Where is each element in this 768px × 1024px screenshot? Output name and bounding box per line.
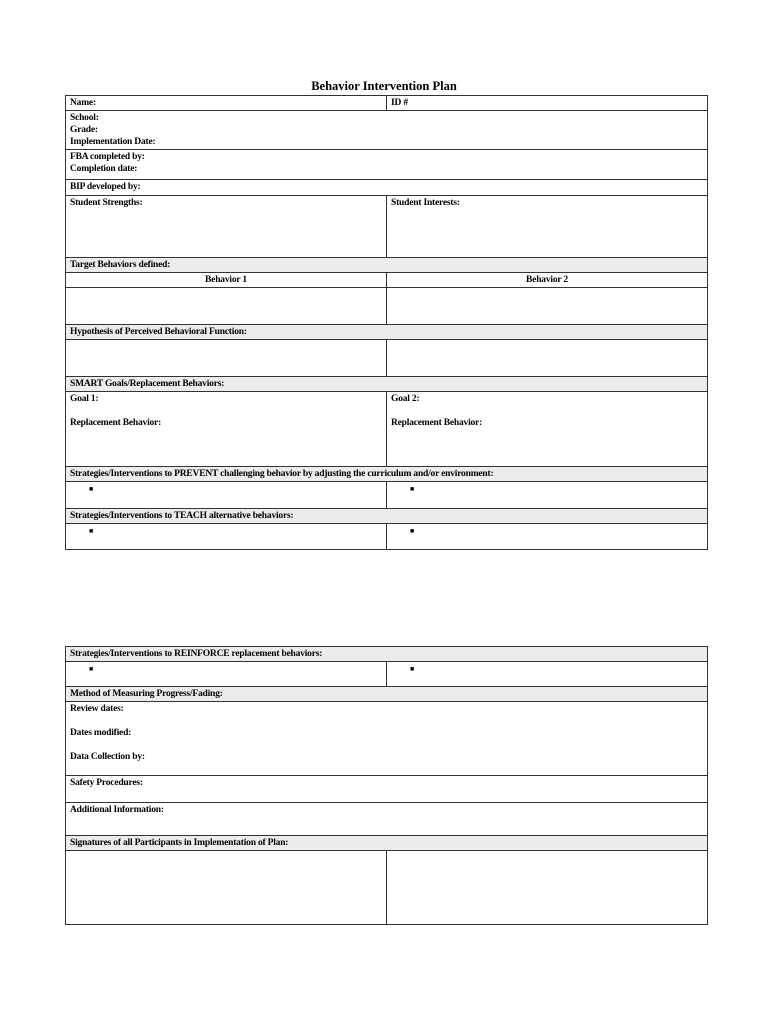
implementation-date-label: Implementation Date: [70, 137, 156, 147]
bip-form-page-2 [65, 646, 708, 925]
additional-info-field[interactable] [66, 803, 708, 836]
bip-developed-field[interactable] [66, 180, 708, 196]
measuring-label: Method of Measuring Progress/Fading: [70, 689, 223, 699]
prevent-header [66, 467, 708, 482]
hypothesis-behavior2-field[interactable] [387, 340, 708, 377]
signatures-header [66, 836, 708, 851]
behavior2-field[interactable] [387, 288, 708, 325]
bullet-icon: ■ [89, 527, 94, 535]
fba-info-field[interactable] [66, 150, 708, 180]
prevent-field-right[interactable] [387, 482, 708, 509]
teach-field-left[interactable] [66, 524, 387, 550]
smart-goals-header [66, 377, 708, 392]
bullet-icon: ■ [89, 665, 94, 673]
smart-goals-label: SMART Goals/Replacement Behaviors: [70, 379, 225, 389]
prevent-label: Strategies/Interventions to PREVENT challenging behavior by adjusting the curriculum and/or environment: [70, 469, 494, 479]
behavior1-field[interactable] [66, 288, 387, 325]
review-dates-label: Review dates: [70, 704, 124, 714]
school-label: School: [70, 113, 99, 123]
behavior1-label: Behavior 1 [205, 275, 247, 285]
replacement-behavior2-label: Replacement Behavior: [391, 418, 483, 428]
hypothesis-behavior1-field[interactable] [66, 340, 387, 377]
behavior2-label: Behavior 2 [526, 275, 568, 285]
hypothesis-label: Hypothesis of Perceived Behavioral Function: [70, 327, 247, 337]
signatures-field-right[interactable] [387, 851, 708, 925]
behavior1-header [66, 273, 387, 288]
reinforce-label: Strategies/Interventions to REINFORCE replacement behaviors: [70, 649, 323, 659]
completion-date-label: Completion date: [70, 164, 138, 174]
additional-info-label: Additional Information: [70, 805, 164, 815]
teach-field-right[interactable] [387, 524, 708, 550]
measuring-header [66, 687, 708, 702]
data-collection-label: Data Collection by: [70, 752, 145, 762]
teach-label: Strategies/Interventions to TEACH alternative behaviors: [70, 511, 294, 521]
goal2-field[interactable] [387, 392, 708, 467]
name-field[interactable] [66, 96, 387, 111]
interests-label: Student Interests: [391, 198, 460, 208]
grade-label: Grade: [70, 125, 98, 135]
id-field[interactable] [387, 96, 708, 111]
target-behaviors-label: Target Behaviors defined: [70, 260, 171, 270]
signatures-label: Signatures of all Participants in Implementation of Plan: [70, 838, 289, 848]
school-info-field[interactable] [66, 111, 708, 150]
reinforce-field-right[interactable] [387, 662, 708, 687]
interests-field[interactable] [387, 196, 708, 258]
measuring-field[interactable] [66, 702, 708, 776]
goal1-field[interactable] [66, 392, 387, 467]
dates-modified-label: Dates modified: [70, 728, 132, 738]
name-label: Name: [70, 98, 96, 108]
bullet-icon: ■ [410, 665, 415, 673]
bullet-icon: ■ [410, 485, 415, 493]
prevent-field-left[interactable] [66, 482, 387, 509]
reinforce-field-left[interactable] [66, 662, 387, 687]
behavior2-header [387, 273, 708, 288]
bip-form-page-1 [65, 95, 708, 550]
bullet-icon: ■ [410, 527, 415, 535]
id-label: ID # [391, 98, 408, 108]
page-title: Behavior Intervention Plan [311, 79, 457, 93]
hypothesis-header [66, 325, 708, 340]
goal2-label: Goal 2: [391, 394, 420, 404]
safety-label: Safety Procedures: [70, 778, 143, 788]
fba-completed-label: FBA completed by: [70, 152, 145, 162]
teach-header [66, 509, 708, 524]
goal1-label: Goal 1: [70, 394, 99, 404]
bip-developed-label: BIP developed by: [70, 182, 141, 192]
reinforce-header [66, 647, 708, 662]
strengths-label: Student Strengths: [70, 198, 143, 208]
replacement-behavior1-label: Replacement Behavior: [70, 418, 162, 428]
signatures-field-left[interactable] [66, 851, 387, 925]
bullet-icon: ■ [89, 485, 94, 493]
target-behaviors-header [66, 258, 708, 273]
safety-field[interactable] [66, 776, 708, 803]
strengths-field[interactable] [66, 196, 387, 258]
